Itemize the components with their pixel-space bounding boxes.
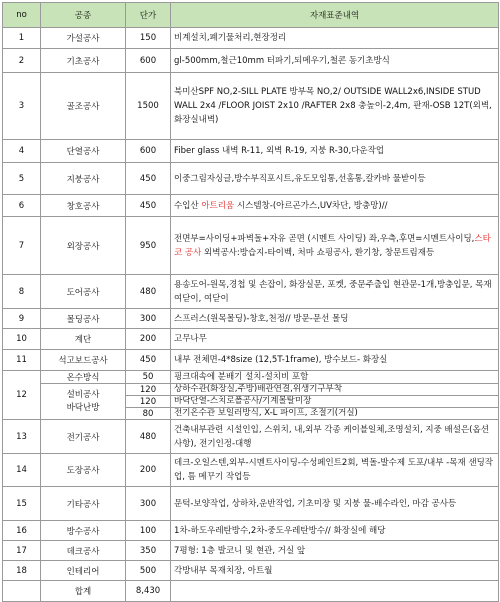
row-price: 300 xyxy=(126,309,171,329)
total-row xyxy=(3,581,499,602)
table-row xyxy=(3,454,499,487)
row-no: 1 xyxy=(3,28,41,49)
header-no: no xyxy=(3,3,41,28)
row-price: 950 xyxy=(126,217,171,275)
table-row xyxy=(3,275,499,309)
table-row xyxy=(3,140,499,163)
row-price: 100 xyxy=(126,521,171,541)
row-type: 기초공사 xyxy=(41,49,126,73)
table-row xyxy=(3,384,499,396)
row-desc: 바닥단열-스치로폴공사/기계몰탈미장 xyxy=(171,396,499,408)
row-desc: 상하수관(화장실,주방)배관연결,위생기구부착 xyxy=(171,384,499,396)
row-type: 방수공사 xyxy=(41,521,126,541)
table-row xyxy=(3,420,499,454)
row-no: 12 xyxy=(3,371,41,420)
row-price: 450 xyxy=(126,163,171,195)
table-row xyxy=(3,329,499,350)
row-no: 4 xyxy=(3,140,41,163)
row-desc: 전기온수관 보일러방식, X-L 파이프, 조절기(거실) xyxy=(171,408,499,420)
row-no: 10 xyxy=(3,329,41,350)
row-price: 50 xyxy=(126,371,171,384)
desc-text: 전면부=사이딩+파벽돌+자유 곧면 (시멘트 사이딩) 좌,우측,후면=시멘트사이딩, xyxy=(174,233,475,244)
desc-highlight: 스타코 공사 xyxy=(174,233,491,258)
row-desc xyxy=(171,195,499,217)
row-desc: 각방내부 목재치장, 아트월 xyxy=(171,561,499,581)
row-type: 지붕공사 xyxy=(41,163,126,195)
row-type: 골조공사 xyxy=(41,73,126,140)
row-price: 200 xyxy=(126,329,171,350)
row-no: 2 xyxy=(3,49,41,73)
row-type: 몰딩공사 xyxy=(41,309,126,329)
row-desc: 7평형: 1층 발코니 및 현관, 거실 앞 xyxy=(171,541,499,561)
table-row xyxy=(3,195,499,217)
table-row xyxy=(3,487,499,521)
row-no: 7 xyxy=(3,217,41,275)
row-price: 120 xyxy=(126,384,171,396)
table-header-row xyxy=(3,3,499,28)
total-price: 8,430 xyxy=(126,581,171,602)
row-type: 계단 xyxy=(41,329,126,350)
table-row xyxy=(3,163,499,195)
header-details: 자재표준내역 xyxy=(171,3,499,28)
row-price: 300 xyxy=(126,487,171,521)
row-desc: 데크-오일스텐,외부-시멘트사이딩-수성페인트2회, 벽돌-발수제 도포/내부 -목재 샌딩작업, 틈 메꾸기 작업등 xyxy=(171,454,499,487)
row-desc xyxy=(171,217,499,275)
row-desc: 비계설치,폐기물처리,현장정리 xyxy=(171,28,499,49)
table-row xyxy=(3,350,499,371)
desc-text: 수입산 xyxy=(174,200,202,211)
row-no: 13 xyxy=(3,420,41,454)
row-no: 8 xyxy=(3,275,41,309)
row-price: 350 xyxy=(126,541,171,561)
row-type: 도장공사 xyxy=(41,454,126,487)
row-type: 단열공사 xyxy=(41,140,126,163)
total-no xyxy=(3,581,41,602)
desc-highlight: 아트리움 xyxy=(201,200,235,211)
table-row xyxy=(3,371,499,384)
row-type: 창호공사 xyxy=(41,195,126,217)
row-sub-label: 온수방식 xyxy=(41,371,126,384)
table-row xyxy=(3,49,499,73)
row-type-line: 설비공사 바닥난방 xyxy=(66,389,100,413)
table-row xyxy=(3,73,499,140)
row-desc: 이중그림자싱글,방수부직포시트,유도모임통,선홈통,칼카바 물받이등 xyxy=(171,163,499,195)
row-type: 가설공사 xyxy=(41,28,126,49)
row-price: 80 xyxy=(126,408,171,420)
row-price: 600 xyxy=(126,49,171,73)
row-type: 외장공사 xyxy=(41,217,126,275)
row-price: 200 xyxy=(126,454,171,487)
row-no: 14 xyxy=(3,454,41,487)
header-type: 공종 xyxy=(41,3,126,28)
row-desc: 1차-하도우레탄방수,2차-중도우레탄방수// 화장실에 해당 xyxy=(171,521,499,541)
header-price: 단가 xyxy=(126,3,171,28)
row-price: 500 xyxy=(126,561,171,581)
desc-text: 시스템창-(아르곤가스,UV차단, 방충망)// xyxy=(234,200,388,211)
row-type: 기타공사 xyxy=(41,487,126,521)
row-price: 480 xyxy=(126,275,171,309)
table-row xyxy=(3,217,499,275)
table-row xyxy=(3,521,499,541)
row-no: 16 xyxy=(3,521,41,541)
row-desc: 핑크대속에 분배기 설치-설치비 포함 xyxy=(171,371,499,384)
row-price: 480 xyxy=(126,420,171,454)
row-price: 1500 xyxy=(126,73,171,140)
row-type xyxy=(41,384,126,420)
row-desc: 스프러스(원목몰딩)-창호,천정// 방문-문선 몰딩 xyxy=(171,309,499,329)
row-no: 18 xyxy=(3,561,41,581)
table-row xyxy=(3,541,499,561)
table-row xyxy=(3,28,499,49)
table-row xyxy=(3,561,499,581)
row-type: 전기공사 xyxy=(41,420,126,454)
row-desc: 북미산SPF NO,2-SILL PLATE 방부목 NO,2/ OUTSIDE WALL2x6,INSIDE STUD WALL 2x4 /FLOOR JOIST 2x10 /RAFTER 2x8 충높이-2,4m, 판재-OSB 12T(외벽,화장실내벽) xyxy=(171,73,499,140)
row-no: 3 xyxy=(3,73,41,140)
row-no: 5 xyxy=(3,163,41,195)
row-no: 15 xyxy=(3,487,41,521)
row-desc: Fiber glass 내벽 R-11, 외벽 R-19, 지붕 R-30,다운작업 xyxy=(171,140,499,163)
row-desc: 문턱-보양작업, 상하차,운반작업, 기초미장 및 지붕 물-배수라인, 마감 공사등 xyxy=(171,487,499,521)
row-type: 데크공사 xyxy=(41,541,126,561)
row-price: 450 xyxy=(126,195,171,217)
total-desc xyxy=(171,581,499,602)
row-price: 450 xyxy=(126,350,171,371)
row-desc: 고무나무 xyxy=(171,329,499,350)
row-desc: 용송도어-원목,경첩 및 손잡이, 화장실문, 포켓, 중문주출입 현관문-1개,방충입문, 목재여닫이, 여닫이 xyxy=(171,275,499,309)
row-price: 150 xyxy=(126,28,171,49)
row-desc: 건축내부관련 시설인입, 스위치, 내,외부 각종 케이블일체,조명설치, 지중 배설은(옵션사항), 전기인정-대행 xyxy=(171,420,499,454)
total-label: 합계 xyxy=(41,581,126,602)
construction-cost-table xyxy=(2,2,499,602)
row-no: 17 xyxy=(3,541,41,561)
row-desc: gl-500mm,철근10mm 터파기,되메우기,철콘 동기초방식 xyxy=(171,49,499,73)
row-price: 600 xyxy=(126,140,171,163)
row-type: 도어공사 xyxy=(41,275,126,309)
desc-text: 외벽공사:방습지-타이벡, 처마 쇼핑공사, 환기창, 창문트림재등 xyxy=(201,247,435,258)
table-row xyxy=(3,309,499,329)
row-no: 9 xyxy=(3,309,41,329)
row-price: 120 xyxy=(126,396,171,408)
row-no: 6 xyxy=(3,195,41,217)
row-type: 석고보드공사 xyxy=(41,350,126,371)
row-type: 인테리어 xyxy=(41,561,126,581)
row-no: 11 xyxy=(3,350,41,371)
row-desc: 내부 전체면-4*8size (12,5T-1frame), 방수보드- 화장실 xyxy=(171,350,499,371)
